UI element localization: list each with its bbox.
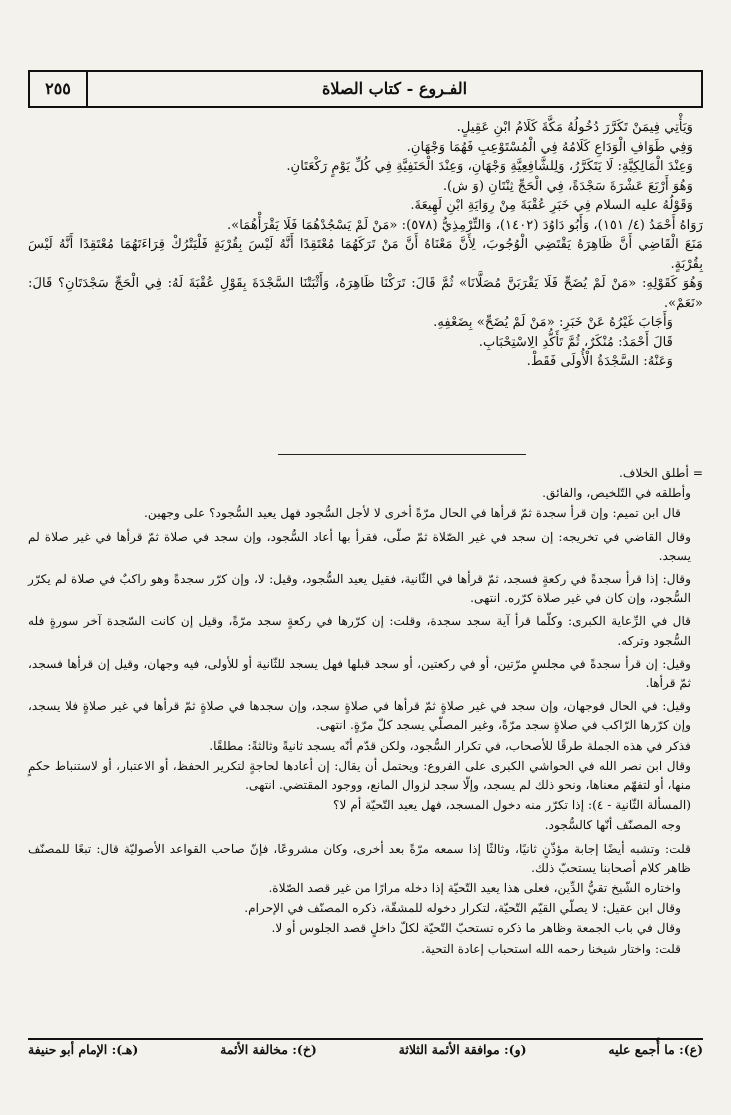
note-para: وقال: إذا قرأ سجدةً في ركعةٍ فسجد، ثمّ قرأها في الثّانية، فقيل يعيد السُّجود، وقيل: لا، وإن كرّر سجدةً وهو راكبٌ في صلاة لم يكرّر السُّجود، وإن كان في غير صلاة كرّره. انتهى. [28,572,691,606]
page-number: ٢٥٥ [30,72,88,106]
main-line: رَوَاهُ أَحْمَدُ (٤/ ١٥١)، وَأَبُو دَاوُدَ (١٤٠٢)، وَالتِّرْمِذِيُّ (٥٧٨): «مَنْ لَمْ يَسْجُدْهُمَا فَلَا يَقْرَأْهُمَا». [226,217,703,233]
note-para: (المسألة الثّانية - ٤): إذا تكرّر منه دخول المسجد، فهل يعيد التّحيّة أم لا؟ [333,798,691,813]
main-line: وَهُوَ كَقَوْلِهِ: «مَنْ لَمْ يُضَحِّ فَلَا يَقْرَبَنَّ مُصَلَّانَا» ثُمَّ قَالَ: تَرَكْنَا ظَاهِرَهُ، وَأَثْبَتْنَا السَّجْدَةَ بِقَوْلِ عُقْبَةَ لَهُ: فِي الْحَجِّ سَجْدَتَانِ؟ قَالَ: «نَعَمْ». [28,276,703,311]
note-para: وقيل: إن قرأ سجدةً في مجلسٍ مرّتين، أو في ركعتين، أو سجد قبلها فهل يسجد للثّانية أو للأولى، فيه وجهان، وقيل إن قرأها فسجد، ثمّ قرأها. [28,656,691,691]
main-text [28,118,703,372]
main-line: وَأَجَابَ غَيْرُهُ عَنْ خَبَرِ: «مَنْ لَمْ يُضَحِّ» بِضَعْفِهِ. [433,315,673,330]
note-para: وقال في باب الجمعة وظاهر ما ذكره تستحبّ التّحيّة لكلّ داخلٍ قصد الجلوس أو لا. [271,921,681,936]
note-para: قلت: واختار شيخنا رحمه الله استحباب إعادة التحية. [421,941,681,956]
note-para: وقال ابن نصر الله في الحواشي الكبرى على الفروع: ويحتمل أن يقال: إن أعادها لحاجةٍ لتكرير الحفظ، أو الاعتبار، أو لاستنباط حكمٍ منها، أو لتفهّم معناها، ونحو ذلك لم يسجد، وإلّا سجد لزوال المانع، ووجود المقتضي. انتهى. [28,758,691,793]
legend-item: (هـ): الإمام أبو حنيفة [28,1042,139,1057]
note-para: واختاره الشّيخ تقيُّ الدِّين، فعلى هذا يعيد التّحيّة إذا دخله مرارًا من غير قصد الصّلاة. [268,881,681,896]
footer-rule [28,1038,703,1040]
note-para: قال في الرِّعاية الكبرى: وكلّما قرأ آية سجد سجدة، وقلت: إن كرّرها في ركعةٍ سجد مرّةً، وقيل إن كانت السّجدة آخر سورةٍ فله السُّجود وتركه. [28,614,691,648]
main-line: وَيَأْتِي فِيمَنْ تَكَرَّرَ دُخُولُهُ مَكَّةَ كَلَامُ ابْنِ عَقِيلٍ. [456,120,693,135]
footer-legend [28,1042,703,1057]
note-para: فذكر في هذه الجملة طرقًا للأصحاب، في تكرار السُّجود، ولكن قدّم أنّه يسجد ثانيةً وثالثةً: مطلقًا. [209,738,691,753]
page-title: الفـروع - كتاب الصلاة [321,79,468,98]
note-para: قلت: وتشبه أيضًا إجابة مؤذّنٍ ثانيًا، وثالثًا إذا سمعه مرّةً بعد أخرى، وكان مشروعًا، فإنّ صاحب القواعد الأصوليّة قال: تبعًا للمصنّف ظاهر كلام أصحابنا يستحبّ ذلك. [28,841,691,875]
legend-item: (و): موافقة الأئمة الثلاثة [398,1042,527,1057]
main-line: وَفِي طَوَافِ الْوَدَاعِ كَلَامُهُ فِي الْمُسْتَوْعِبِ فَهُمَا وَجْهَانِ. [406,139,693,155]
main-line: وَعَنْهُ: السَّجْدَةُ الْأُولَى فَقَطْ. [526,354,673,369]
legend-item: (خ): مخالفة الأئمة [220,1042,317,1057]
main-line: وَقَوْلُهُ عليه السلام فِي خَبَرِ عُقْبَةَ مِنْ رِوَايَةِ ابْنِ لَهِيعَةَ. [410,198,693,213]
note-para: قال ابن تميم: وإن قرأ سجدة ثمّ قرأها في الحال مرّةً أخرى لا لأجل السُّجود فهل يعيد السُّجود؟ على وجهين. [144,506,681,521]
footnotes [28,464,703,960]
note-para: وجه المصنّف أنّها كالسُّجود. [544,818,681,833]
legend-item: (ع): ما أُجمع عليه [608,1042,703,1057]
page-header [28,70,703,108]
main-line: قَالَ أَحْمَدُ: مُنْكَرٌ، ثُمَّ تَأَكُّدِ الِاسْتِحْبَابِ. [478,334,673,350]
main-line: مَنَعَ الْقَاضِي أَنَّ ظَاهِرَهُ يَقْتَضِي الْوُجُوبَ، لِأَنَّ مَعْنَاهُ أَنَّ مَنْ تَرَكَهُمَا مُعْتَقِدًا أَنَّهُ لَيْسَ بِقُرْبَةٍ فَلْيَتْرُكْ قِرَاءَتَهُمَا مُعْتَقِدًا أَنَّهُ لَيْسَ بِقُرْبَةٍ. [28,237,703,272]
note-para: وقال القاضي في تخريجه: إن سجد في غير الصّلاة ثمّ صلّى، فقرأ بها أعاد السُّجود، وإن سجد في صلاة ثمّ قرأها في غير صلاة لم يسجد. [28,529,691,563]
note-para: وقال ابن عقيل: لا يصلّي القيّم التّحيّة، لتكرار دخوله للمشقّة، ذكره المصنّف في الإحرام. [244,901,681,916]
separator-rule [278,454,526,455]
note-para: وأطلقه في التّلخيص، والفائق. [542,486,691,501]
main-line: وَهُوَ أَرْبَعَ عَشْرَةَ سَجْدَةً، فِي الْحَجِّ ثِنْتَانِ (وَ ش). [442,178,693,194]
main-line: وَعِنْدَ الْمَالِكِيَّةِ: لَا يَتَكَرَّرُ، وَلِلشَّافِعِيَّةِ وَجْهَانِ، وَعِنْدَ الْحَنَفِيَّةِ فِي كُلِّ يَوْمٍ رَكْعَتَانِ. [286,159,693,174]
note-para: وقيل: في الحال فوجهان، وإن سجد في غير صلاةٍ ثمّ قرأها في صلاةٍ سجد، وإن سجدها في صلاةٍ ثمّ قرأها في غير صلاةٍ فلا يسجد، وإن كرّرها الرّاكب في صلاةٍ سجد مرّةً، وغير المصلّي يسجد كلّ مرّةٍ. انتهى. [28,699,691,733]
note-para: = أطلق الخلاف. [619,466,703,480]
